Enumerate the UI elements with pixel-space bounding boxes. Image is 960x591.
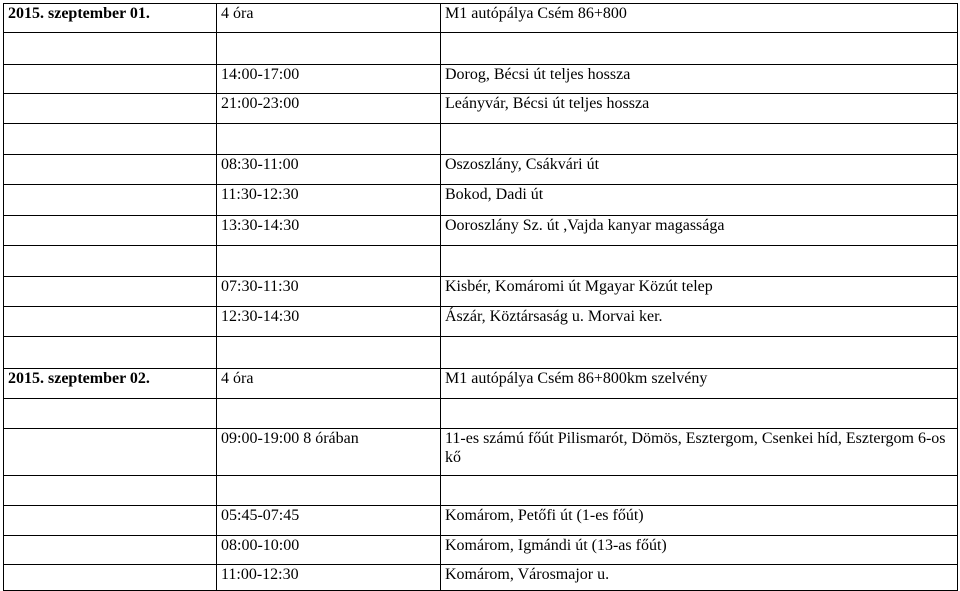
date-cell [4,155,217,185]
date-cell [4,216,217,246]
table-row [4,33,958,65]
date-cell [4,307,217,337]
time-cell: 21:00-23:00 [217,94,441,124]
location-cell [441,476,958,506]
date-cell: 2015. szeptember 02. [4,369,217,399]
table-row [4,476,958,506]
location-cell: Komárom, Igmándi út (13-as főút) [441,536,958,565]
location-cell [441,246,958,277]
date-cell [4,399,217,429]
table-row [4,277,958,307]
date-cell [4,124,217,155]
table-row [4,536,958,565]
location-cell: Leányvár, Bécsi út teljes hossza [441,94,958,124]
table-row [4,216,958,246]
table-row [4,369,958,399]
time-cell: 11:00-12:30 [217,565,441,591]
date-cell [4,65,217,94]
location-cell: Komárom, Városmajor u. [441,565,958,591]
date-cell [4,536,217,565]
time-cell: 09:00-19:00 8 órában [217,429,441,476]
table-row [4,4,958,33]
table-row [4,506,958,536]
table-row [4,246,958,277]
location-cell: Bokod, Dadi út [441,185,958,216]
location-cell [441,337,958,369]
time-cell: 4 óra [217,4,441,33]
location-cell: Kisbér, Komáromi út Mgayar Közút telep [441,277,958,307]
time-cell [217,33,441,65]
time-cell [217,337,441,369]
table-row [4,185,958,216]
time-cell: 07:30-11:30 [217,277,441,307]
date-cell [4,429,217,476]
date-cell: 2015. szeptember 01. [4,4,217,33]
table-row [4,337,958,369]
location-cell: Komárom, Petőfi út (1-es főút) [441,506,958,536]
table-row [4,307,958,337]
time-cell: 14:00-17:00 [217,65,441,94]
table-row [4,399,958,429]
table-row [4,94,958,124]
time-cell: 13:30-14:30 [217,216,441,246]
time-cell [217,124,441,155]
time-cell: 08:00-10:00 [217,536,441,565]
date-cell [4,476,217,506]
date-cell [4,94,217,124]
date-cell [4,506,217,536]
date-cell [4,277,217,307]
time-cell: 4 óra [217,369,441,399]
location-cell: Ászár, Köztársaság u. Morvai ker. [441,307,958,337]
table-row [4,65,958,94]
time-cell: 12:30-14:30 [217,307,441,337]
time-cell [217,399,441,429]
location-cell [441,33,958,65]
location-cell: Ooroszlány Sz. út ,Vajda kanyar magassága [441,216,958,246]
table-row [4,124,958,155]
time-cell: 05:45-07:45 [217,506,441,536]
time-cell: 11:30-12:30 [217,185,441,216]
time-cell [217,476,441,506]
date-cell [4,185,217,216]
location-cell [441,399,958,429]
location-cell: M1 autópálya Csém 86+800km szelvény [441,369,958,399]
date-cell [4,246,217,277]
location-cell [441,124,958,155]
time-cell [217,246,441,277]
table-row [4,155,958,185]
schedule-table [3,3,958,591]
time-cell: 08:30-11:00 [217,155,441,185]
location-cell: Dorog, Bécsi út teljes hossza [441,65,958,94]
table-row [4,565,958,591]
date-cell [4,565,217,591]
location-cell: 11-es számú főút Pilismarót, Dömös, Esztergom, Csenkei híd, Esztergom 6-os kő [441,429,958,476]
date-cell [4,33,217,65]
location-cell: M1 autópálya Csém 86+800 [441,4,958,33]
date-cell [4,337,217,369]
location-cell: Oszoszlány, Csákvári út [441,155,958,185]
table-row [4,429,958,476]
